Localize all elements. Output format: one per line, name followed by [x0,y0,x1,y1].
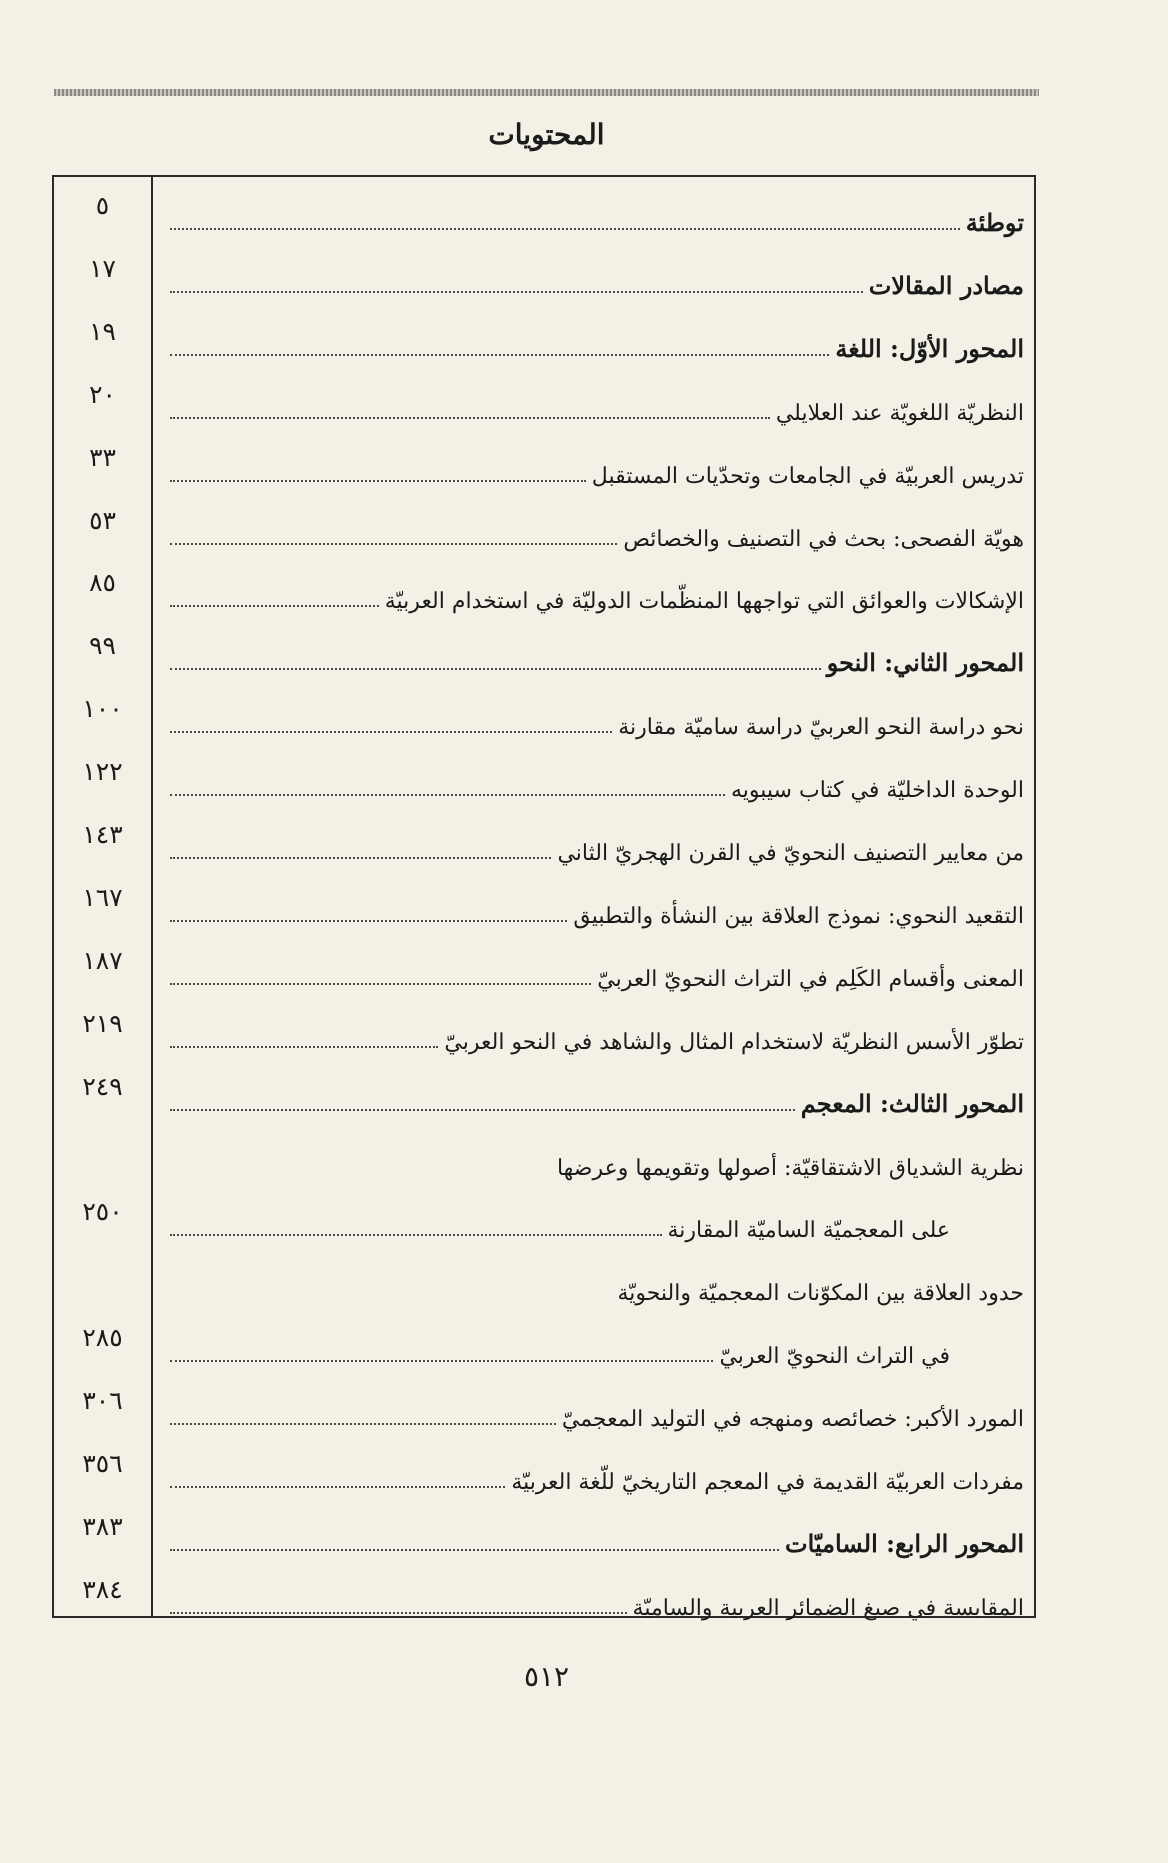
toc-page-number: ١٦٧ [82,882,123,912]
toc-row [54,617,1034,679]
toc-entry-label: مصادر المقالات [868,270,1024,300]
toc-entry [170,637,1024,677]
toc-entry [170,1078,1024,1118]
toc-row [54,1372,1034,1434]
toc-row [54,554,1034,616]
leader-dots [170,1109,795,1111]
leader-dots [170,417,770,419]
toc-row [54,869,1034,931]
toc-row [54,303,1034,365]
leader-dots [170,228,960,230]
toc-entry-label: نحو دراسة النحو العربيّ دراسة ساميّة مقارنة [618,715,1024,741]
toc-entry-label: الوحدة الداخليّة في كتاب سيبويه [731,778,1024,804]
toc-page-number: ٣٨٣ [82,1511,123,1541]
toc-entry [170,1581,1024,1621]
toc-row [54,366,1034,428]
toc-entry [170,889,1024,929]
leader-dots [170,354,829,356]
leader-dots [170,1549,779,1551]
toc-page-number: ٢٨٥ [82,1323,123,1353]
toc-row [54,1309,1034,1371]
leader-dots [170,1486,505,1488]
toc-row [54,1058,1034,1120]
toc-page-number: ١٩ [89,316,116,346]
toc-entry [170,1203,1024,1243]
leader-dots [170,1360,713,1362]
toc-row [54,240,1034,302]
toc-entry-label: حدود العلاقة بين المكوّنات المعجميّة والنحويّة [617,1281,1024,1307]
contents-table [52,175,1036,1621]
toc-page-number: ٣٥٦ [82,1449,123,1478]
toc-page-number: ٩٩ [89,631,116,661]
toc-page-number: ٣٠٦ [82,1386,123,1416]
leader-dots [170,1234,662,1236]
toc-entry [170,197,1024,237]
toc-entry-label: هويّة الفصحى: بحث في التصنيف والخصائص [623,526,1024,552]
leader-dots [170,1612,627,1614]
toc-entry [170,826,1024,866]
toc-entry [170,323,1024,363]
toc-entry-label: من معايير التصنيف النحويّ في القرن الهجريّ الثاني [557,841,1024,866]
toc-entry-label: المحور الثالث: المعجم [800,1088,1024,1118]
toc-page-number: ٢١٩ [82,1008,123,1038]
toc-entry [170,1455,1024,1495]
toc-page-number: ١٧ [89,253,116,283]
toc-row [54,680,1034,742]
toc-row [54,1246,1034,1308]
toc-entry-label: توطئة [965,208,1024,237]
toc-row [54,492,1034,554]
toc-entry-label: المحور الثاني: النحو [826,648,1024,678]
toc-row [54,1561,1034,1623]
toc-row [54,743,1034,805]
toc-entry-label: المقايسة في صيغ الضمائر العربية والساميّة [632,1595,1024,1621]
top-rule [54,89,1039,96]
toc-page-number: ٢٥٠ [82,1197,123,1227]
toc-entry [170,449,1024,489]
toc-page-number: ٥ [95,191,110,220]
toc-entry [170,386,1024,426]
toc-page-number: ٨٥ [89,568,116,598]
toc-entry-label: على المعجميّة الساميّة المقارنة [667,1218,950,1244]
toc-row [54,995,1034,1057]
page-number: ٥١٢ [523,1660,570,1693]
leader-dots [170,983,591,985]
leader-dots [170,668,821,670]
leader-dots [170,857,551,859]
leader-dots [170,543,617,545]
toc-page-number: ٢٤٩ [82,1071,123,1101]
toc-entry [170,1518,1024,1558]
toc-entry [170,512,1024,552]
leader-dots [170,731,612,733]
toc-entry [170,1141,1024,1181]
toc-entry-label: النظريّة اللغويّة عند العلايلي [775,400,1024,426]
toc-page-number: ١٨٧ [82,945,123,975]
toc-row [54,1183,1034,1245]
toc-row [54,177,1034,239]
toc-entry-label: تطوّر الأسس النظريّة لاستخدام المثال والشاهد في النحو العربيّ [444,1029,1024,1055]
toc-entry-label: المورد الأكبر: خصائصه ومنهجه في التوليد المعجميّ [561,1407,1024,1433]
toc-page-number: ١٤٣ [82,820,123,849]
toc-entry [170,952,1024,992]
toc-entry-label: المحور الأوّل: اللغة [835,333,1024,363]
toc-entry-label: التقعيد النحوي: نموذج العلاقة بين النشأة والتطبيق [573,903,1024,929]
leader-dots [170,794,725,796]
toc-entry [170,574,1024,614]
toc-row [54,429,1034,491]
toc-page-number: ٥٣ [89,505,116,535]
toc-row [54,932,1034,994]
toc-entry-label: المحور الرابع: الساميّات [785,1528,1024,1558]
toc-entry [170,1015,1024,1055]
toc-page-number: ٣٣ [89,442,116,472]
toc-entry [170,700,1024,740]
leader-dots [170,605,379,607]
toc-entry [170,763,1024,803]
toc-row [54,1498,1034,1560]
toc-page-number: ١٢٢ [82,757,123,787]
toc-entry-label: تدريس العربيّة في الجامعات وتحدّيات المستقبل [591,463,1024,489]
toc-entry-label: الإشكالات والعوائق التي تواجهها المنظّمات الدوليّة في استخدام العربيّة [384,589,1024,615]
toc-entry-label: مفردات العربيّة القديمة في المعجم التاريخيّ للّغة العربيّة [511,1470,1024,1495]
toc-row [54,1435,1034,1497]
toc-entry [170,260,1024,300]
leader-dots [170,291,863,293]
toc-entry-label: في التراث النحويّ العربيّ [719,1344,950,1370]
toc-entry [170,1329,1024,1369]
toc-entry-label: نظرية الشدياق الاشتقاقيّة: أصولها وتقويمها وعرضها [556,1155,1024,1181]
toc-entry [170,1266,1024,1306]
toc-row [54,806,1034,868]
toc-page-number: ٣٨٤ [82,1574,123,1604]
leader-dots [170,920,567,922]
toc-entry-label: المعنى وأقسام الكَلِم في التراث النحويّ العربيّ [597,966,1024,992]
toc-row [54,1121,1034,1183]
toc-page-number: ٢٠ [89,379,116,409]
leader-dots [170,480,586,482]
toc-page-number: ١٠٠ [82,694,123,724]
toc-entry [170,1392,1024,1432]
leader-dots [170,1423,556,1425]
leader-dots [170,1046,438,1048]
page-title: المحتويات [488,118,605,151]
